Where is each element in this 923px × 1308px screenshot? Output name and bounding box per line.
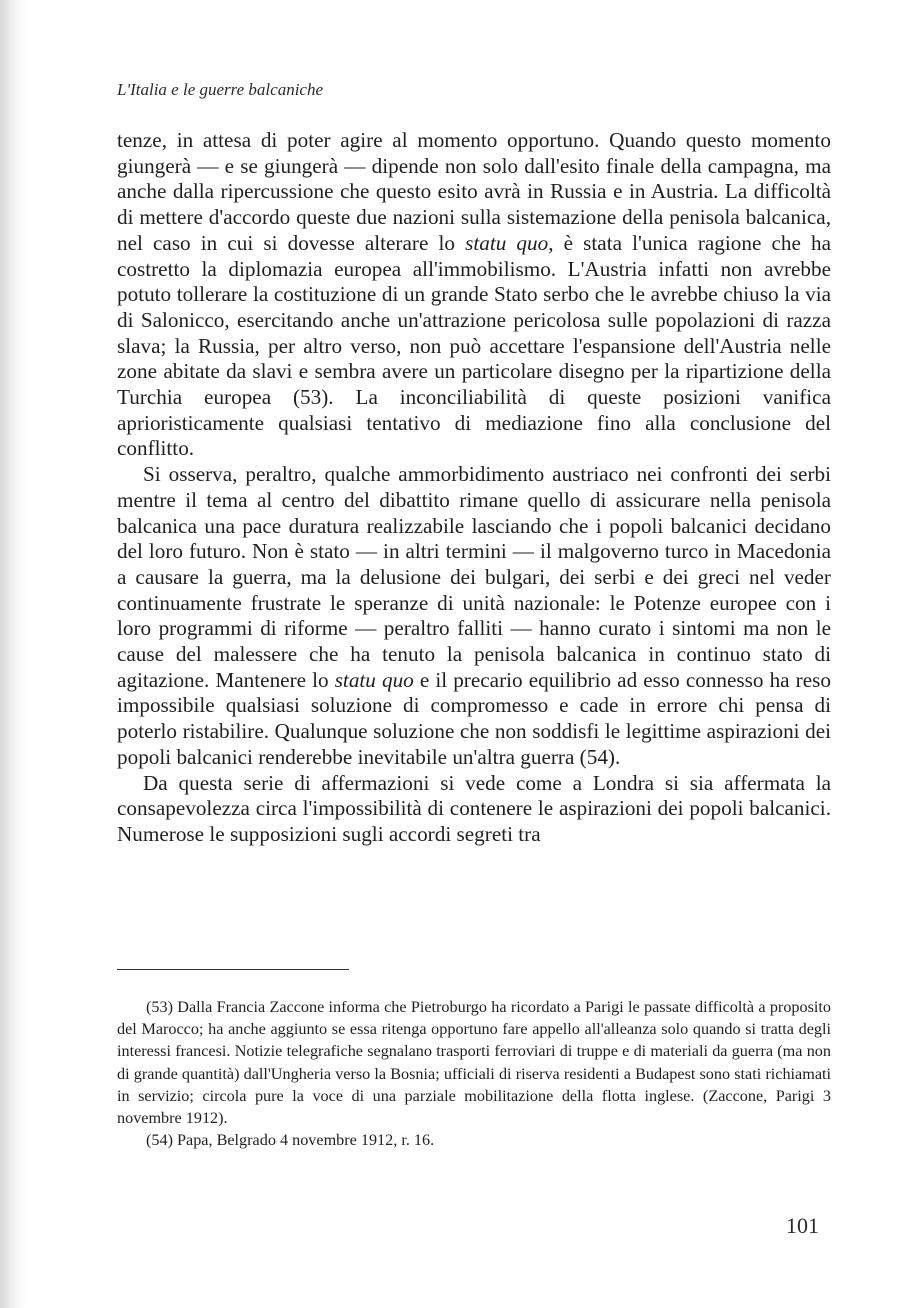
italic-term: statu quo — [465, 230, 549, 255]
italic-term: statu quo — [334, 667, 414, 692]
footnotes — [117, 996, 831, 1151]
page-number: 101 — [786, 1213, 819, 1238]
paragraph-3: Da questa serie di affermazioni si vede come a Londra si sia affermata la consapevolezza circa l'impossibilità di contenere le aspirazioni dei popoli balcanici. Numerose le supposizioni sugli accordi segreti tra — [117, 770, 831, 846]
footnote-54: (54) Papa, Belgrado 4 novembre 1912, r. 16. — [146, 1131, 435, 1150]
footnote-divider — [117, 969, 349, 970]
footnote-53: (53) Dalla Francia Zaccone informa che Pietroburgo ha ricordato a Parigi le passate difficoltà a proposito del Marocco; ha anche aggiunto se essa ritenga opportuno fare appello all'alleanza solo quando si tratta degli interessi francesi. Notizie telegrafiche segnalano trasporti ferroviari di truppe e di materiali da guerra (ma non di grande quantità) dall'Ungheria verso la Bosnia; ufficiali di riserva residenti a Budapest sono stati richiamati in servizio; circola pure la voce di una parziale mobilitazione della flotta inglese. (Zaccone, Parigi 3 novembre 1912). — [117, 998, 831, 1128]
main-text — [117, 128, 831, 848]
paragraph-1: tenze, in attesa di poter agire al momento opportuno. Quando questo momento giungerà — e se giungerà — dipende non solo dall'esito finale della campagna, ma anche dalla ripercussione che questo esito avrà in Russia e in Austria. La difficoltà di mettere d'accordo queste due nazioni sulla sistemazione della penisola balcanica, nel caso in cui si dovesse alterare lo statu quo, è stata l'unica ragione che ha costretto la diplomazia europea all'immobilismo. L'Austria infatti non avrebbe potuto tollerare la costituzione di un grande Stato serbo che le avrebbe chiuso la via di Salonicco, esercitando anche un'attrazione pericolosa sulle popolazioni di razza slava; la Russia, per altro verso, non può accettare l'espansione dell'Austria nelle zone abitate da slavi e sembra avere un particolare disegno per la ripartizione della Turchia europea (53). La inconciliabilità di queste posizioni vanifica aprioristicamente qualsiasi tentativo di mediazione fino alla conclusione del conflitto. — [117, 128, 832, 461]
running-title: L'Italia e le guerre balcaniche — [117, 80, 324, 99]
paragraph-2: Si osserva, peraltro, qualche ammorbidimento austriaco nei confronti dei serbi mentre il tema al centro del dibattito rimane quello di assicurare nella penisola balcanica una pace duratura realizzabile lasciando che i popoli balcanici decidano del loro futuro. Non è stato — in altri termini — il malgoverno turco in Macedonia a causare la guerra, ma la delusione dei bulgari, dei serbi e dei greci nel veder continuamente frustrate le speranze di unità nazionale: le Potenze europee con i loro programmi di riforme — peraltro falliti — hanno curato i sintomi ma non le cause del malessere che ha tenuto la penisola balcanica in continuo stato di agitazione. Mantenere lo statu quo e il precario equilibrio ad esso connesso ha reso impossibile qualsiasi soluzione di compromesso e cade in errore chi pensa di poterlo ristabilire. Qualunque soluzione che non soddisfi le legittime aspirazioni dei popoli balcanici renderebbe inevitabile un'altra guerra (54). — [117, 462, 831, 769]
